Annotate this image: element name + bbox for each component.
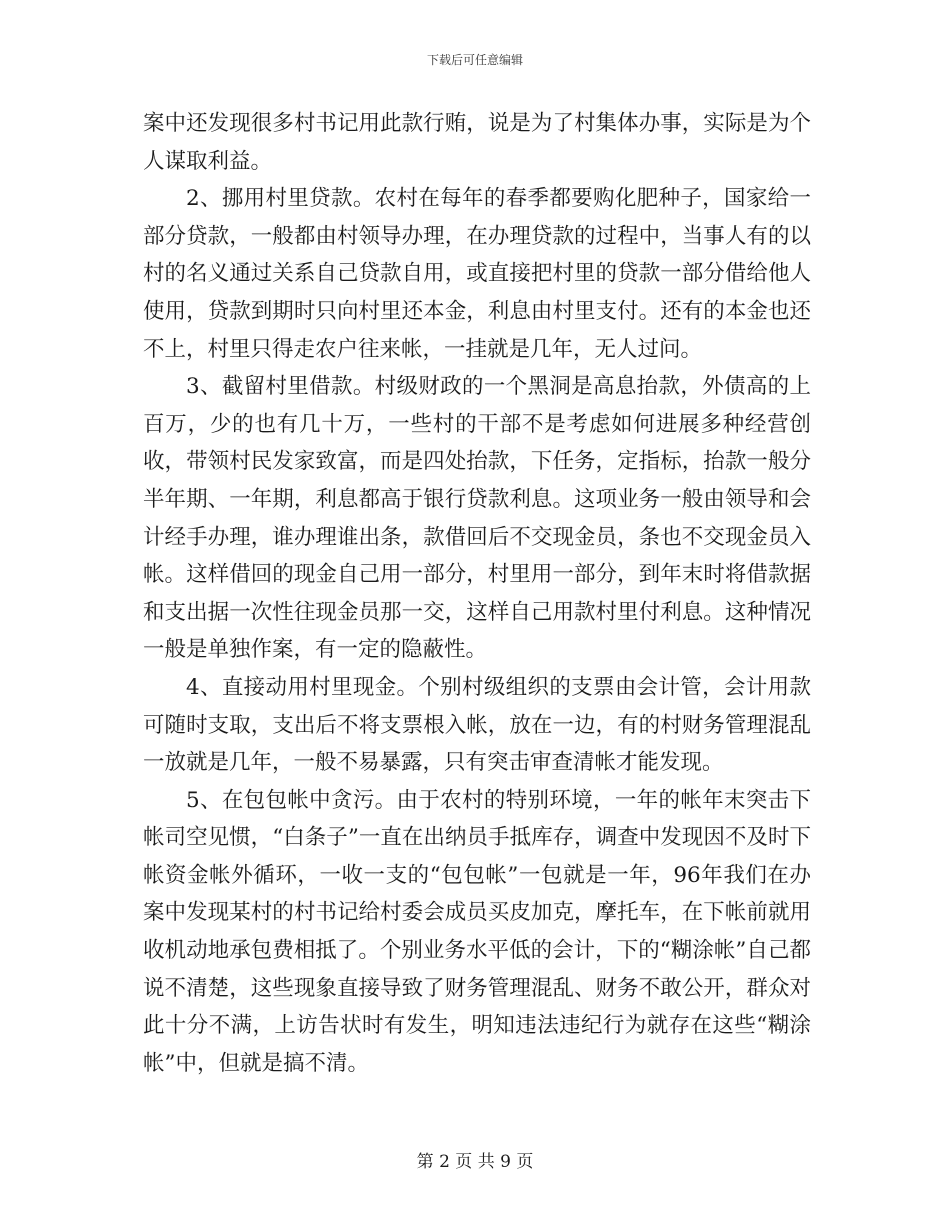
paragraph-item-5: 5、在包包帐中贪污。由于农村的特别环境，一年的帐年末突击下帐司空见惯，“白条子”一直在出纳员手抵库存，调查中发现因不及时下帐资金帐外循环，一收一支的“包包帐”一包就是一年，96年我们在办案中发现某村的村书记给村委会成员买皮加克，摩托车，在下帐前就用收机动地承包费相抵了。个别业务水平低的会计，下的“糊涂帐”自己都说不清楚，这些现象直接导致了财务管理混乱、财务不敢公开，群众对此十分不满，上访告状时有发生，明知违法违纪行为就存在这些“糊涂帐”中，但就是搞不清。 — [143, 787, 811, 1076]
paragraph-item-3: 3、截留村里借款。村级财政的一个黑洞是高息抬款，外债高的上百万，少的也有几十万，一些村的干部不是考虑如何进展多种经营创收，带领村民发家致富，而是四处抬款，下任务，定指标，抬款一般分半年期、一年期，利息都高于银行贷款利息。这项业务一般由领导和会计经手办理，谁办理谁出条，款借回后不交现金员，条也不交现金员入帐。这样借回的现金自己用一部分，村里用一部分，到年末时将借款据和支出据一次性往现金员那一交，这样自己用款村里付利息。这种情况一般是单独作案，有一定的隐蔽性。 — [143, 374, 811, 663]
paragraph-item-4: 4、直接动用村里现金。个别村级组织的支票由会计管，会计用款可随时支取，支出后不将支票根入帐，放在一边，有的村财务管理混乱一放就是几年，一般不易暴露，只有突击审查清帐才能发现。 — [143, 674, 811, 776]
page-header: 下载后可任意编辑 — [426, 53, 523, 67]
paragraph-continuation: 案中还发现很多村书记用此款行贿，说是为了村集体办事，实际是为个人谋取利益。 — [143, 111, 811, 174]
document-body — [143, 105, 811, 1082]
paragraph-item-2: 2、挪用村里贷款。农村在每年的春季都要购化肥种子，国家给一部分贷款，一般都由村领导办理，在办理贷款的过程中，当事人有的以村的名义通过关系自己贷款自用，或直接把村里的贷款一部分借给他人使用，贷款到期时只向村里还本金，利息由村里支付。还有的本金也还不上，村里只得走农户往来帐，一挂就是几年，无人过问。 — [143, 186, 811, 362]
page-number-footer: 第 2 页 共 9 页 — [416, 1152, 534, 1172]
